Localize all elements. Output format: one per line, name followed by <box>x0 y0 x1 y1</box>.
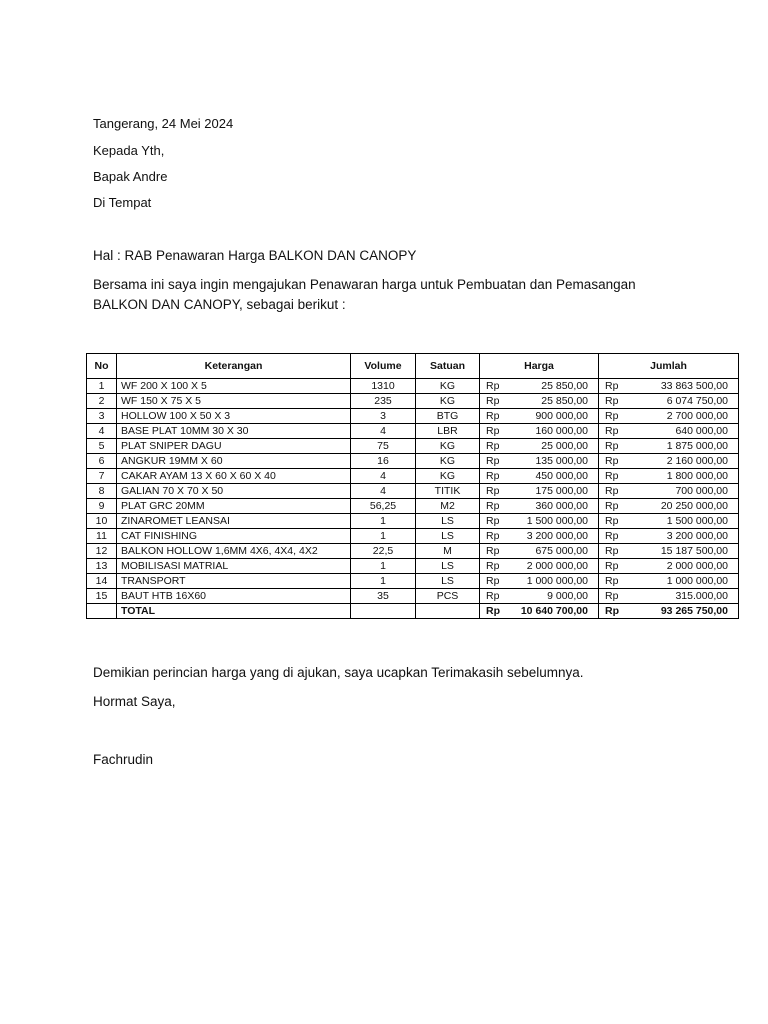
harga-currency: Rp <box>486 530 500 542</box>
cell-keterangan: ZINAROMET LEANSAI <box>117 514 351 529</box>
harga-value: 1 500 000,00 <box>526 515 588 527</box>
jumlah-currency: Rp <box>605 560 619 572</box>
harga-value: 25 850,00 <box>541 395 588 407</box>
cell-keterangan: CAKAR AYAM 13 X 60 X 60 X 40 <box>117 469 351 484</box>
total-no-cell <box>87 604 117 619</box>
harga-currency: Rp <box>486 545 500 557</box>
jumlah-currency: Rp <box>605 410 619 422</box>
table-row <box>87 379 739 394</box>
harga-value: 25 000,00 <box>541 440 588 452</box>
recipient-name: Bapak Andre <box>93 169 168 184</box>
cell-jumlah <box>599 589 739 604</box>
cell-harga <box>480 424 599 439</box>
jumlah-currency: Rp <box>605 440 619 452</box>
column-header-jumlah: Jumlah <box>599 354 739 379</box>
cell-volume: 1 <box>351 559 416 574</box>
table-row <box>87 484 739 499</box>
cell-no: 14 <box>87 574 117 589</box>
cell-no: 11 <box>87 529 117 544</box>
harga-value: 3 200 000,00 <box>526 530 588 542</box>
table-row <box>87 514 739 529</box>
cell-volume: 235 <box>351 394 416 409</box>
harga-currency: Rp <box>486 440 500 452</box>
cell-satuan: TITIK <box>416 484 480 499</box>
cell-volume: 3 <box>351 409 416 424</box>
harga-currency: Rp <box>486 515 500 527</box>
cell-satuan: M <box>416 544 480 559</box>
cell-satuan: LBR <box>416 424 480 439</box>
cell-no: 3 <box>87 409 117 424</box>
table-row <box>87 394 739 409</box>
total-harga-cell <box>480 604 599 619</box>
total-jumlah-currency: Rp <box>605 605 619 617</box>
cell-satuan: KG <box>416 379 480 394</box>
cell-keterangan: GALIAN 70 X 70 X 50 <box>117 484 351 499</box>
cell-keterangan: ANGKUR 19MM X 60 <box>117 454 351 469</box>
jumlah-currency: Rp <box>605 470 619 482</box>
harga-currency: Rp <box>486 485 500 497</box>
cell-satuan: PCS <box>416 589 480 604</box>
harga-currency: Rp <box>486 590 500 602</box>
harga-value: 9 000,00 <box>547 590 588 602</box>
harga-value: 360 000,00 <box>535 500 588 512</box>
cell-no: 8 <box>87 484 117 499</box>
cell-satuan: LS <box>416 559 480 574</box>
total-harga: 10 640 700,00 <box>520 605 588 617</box>
harga-value: 175 000,00 <box>535 485 588 497</box>
jumlah-value: 700 000,00 <box>675 485 728 497</box>
harga-value: 900 000,00 <box>535 410 588 422</box>
cell-jumlah <box>599 394 739 409</box>
cell-volume: 35 <box>351 589 416 604</box>
jumlah-currency: Rp <box>605 395 619 407</box>
cell-keterangan: BALKON HOLLOW 1,6MM 4X6, 4X4, 4X2 <box>117 544 351 559</box>
cell-no: 7 <box>87 469 117 484</box>
table-row <box>87 499 739 514</box>
cell-harga <box>480 439 599 454</box>
cell-harga <box>480 394 599 409</box>
table-row <box>87 424 739 439</box>
cell-harga <box>480 574 599 589</box>
cell-jumlah <box>599 409 739 424</box>
cell-keterangan: PLAT SNIPER DAGU <box>117 439 351 454</box>
table-row <box>87 529 739 544</box>
cell-jumlah <box>599 574 739 589</box>
harga-currency: Rp <box>486 425 500 437</box>
table-row <box>87 409 739 424</box>
signer-name: Fachrudin <box>93 752 154 767</box>
cell-jumlah <box>599 544 739 559</box>
cell-volume: 4 <box>351 484 416 499</box>
jumlah-currency: Rp <box>605 380 619 392</box>
jumlah-currency: Rp <box>605 575 619 587</box>
cell-jumlah <box>599 469 739 484</box>
column-header-harga: Harga <box>480 354 599 379</box>
letter-subject: Hal : RAB Penawaran Harga BALKON DAN CANOPY <box>93 248 417 263</box>
cell-satuan: BTG <box>416 409 480 424</box>
jumlah-value: 1 500 000,00 <box>666 515 728 527</box>
cell-harga <box>480 499 599 514</box>
cell-satuan: KG <box>416 469 480 484</box>
jumlah-value: 1 875 000,00 <box>666 440 728 452</box>
jumlah-value: 2 700 000,00 <box>666 410 728 422</box>
total-label: TOTAL <box>117 604 351 619</box>
cell-keterangan: PLAT GRC 20MM <box>117 499 351 514</box>
cell-no: 1 <box>87 379 117 394</box>
cell-jumlah <box>599 439 739 454</box>
column-header-volume: Volume <box>351 354 416 379</box>
harga-value: 135 000,00 <box>535 455 588 467</box>
table-row <box>87 439 739 454</box>
cell-no: 5 <box>87 439 117 454</box>
table-row <box>87 574 739 589</box>
harga-value: 25 850,00 <box>541 380 588 392</box>
cell-jumlah <box>599 529 739 544</box>
cell-volume: 1310 <box>351 379 416 394</box>
total-volume-cell <box>351 604 416 619</box>
cell-volume: 16 <box>351 454 416 469</box>
cell-keterangan: CAT FINISHING <box>117 529 351 544</box>
total-jumlah-cell <box>599 604 739 619</box>
jumlah-currency: Rp <box>605 590 619 602</box>
intro-line-1: Bersama ini saya ingin mengajukan Penawaran harga untuk Pembuatan dan Pemasangan <box>93 277 636 292</box>
cell-satuan: LS <box>416 574 480 589</box>
table-body <box>87 379 739 604</box>
jumlah-value: 6 074 750,00 <box>666 395 728 407</box>
harga-currency: Rp <box>486 395 500 407</box>
table-row <box>87 544 739 559</box>
table-header-row <box>87 354 739 379</box>
harga-value: 160 000,00 <box>535 425 588 437</box>
jumlah-value: 3 200 000,00 <box>666 530 728 542</box>
cell-volume: 1 <box>351 514 416 529</box>
column-header-no: No <box>87 354 117 379</box>
harga-currency: Rp <box>486 470 500 482</box>
cell-keterangan: TRANSPORT <box>117 574 351 589</box>
harga-value: 675 000,00 <box>535 545 588 557</box>
jumlah-value: 33 863 500,00 <box>660 380 728 392</box>
cell-satuan: KG <box>416 439 480 454</box>
regards: Hormat Saya, <box>93 694 176 709</box>
price-table <box>86 353 739 619</box>
cell-jumlah <box>599 454 739 469</box>
cell-keterangan: BAUT HTB 16X60 <box>117 589 351 604</box>
harga-currency: Rp <box>486 500 500 512</box>
harga-currency: Rp <box>486 560 500 572</box>
cell-volume: 4 <box>351 424 416 439</box>
total-satuan-cell <box>416 604 480 619</box>
harga-currency: Rp <box>486 410 500 422</box>
cell-keterangan: HOLLOW 100 X 50 X 3 <box>117 409 351 424</box>
cell-jumlah <box>599 499 739 514</box>
table-row <box>87 589 739 604</box>
jumlah-currency: Rp <box>605 485 619 497</box>
cell-no: 12 <box>87 544 117 559</box>
cell-satuan: KG <box>416 454 480 469</box>
cell-harga <box>480 454 599 469</box>
cell-harga <box>480 529 599 544</box>
jumlah-value: 2 000 000,00 <box>666 560 728 572</box>
total-row <box>87 604 739 619</box>
cell-harga <box>480 559 599 574</box>
cell-harga <box>480 484 599 499</box>
cell-satuan: M2 <box>416 499 480 514</box>
cell-no: 9 <box>87 499 117 514</box>
harga-currency: Rp <box>486 455 500 467</box>
cell-volume: 22,5 <box>351 544 416 559</box>
closing-sentence: Demikian perincian harga yang di ajukan, saya ucapkan Terimakasih sebelumnya. <box>93 665 584 680</box>
cell-keterangan: WF 200 X 100 X 5 <box>117 379 351 394</box>
harga-currency: Rp <box>486 575 500 587</box>
cell-no: 15 <box>87 589 117 604</box>
cell-volume: 1 <box>351 529 416 544</box>
column-header-satuan: Satuan <box>416 354 480 379</box>
jumlah-value: 2 160 000,00 <box>666 455 728 467</box>
cell-volume: 75 <box>351 439 416 454</box>
cell-satuan: LS <box>416 514 480 529</box>
jumlah-value: 20 250 000,00 <box>660 500 728 512</box>
salutation: Kepada Yth, <box>93 143 165 158</box>
cell-harga <box>480 379 599 394</box>
place-date: Tangerang, 24 Mei 2024 <box>93 116 234 131</box>
cell-jumlah <box>599 484 739 499</box>
cell-no: 6 <box>87 454 117 469</box>
cell-volume: 1 <box>351 574 416 589</box>
intro-line-2: BALKON DAN CANOPY, sebagai berikut : <box>93 297 346 312</box>
jumlah-currency: Rp <box>605 515 619 527</box>
harga-value: 1 000 000,00 <box>526 575 588 587</box>
cell-keterangan: WF 150 X 75 X 5 <box>117 394 351 409</box>
harga-currency: Rp <box>486 380 500 392</box>
cell-satuan: LS <box>416 529 480 544</box>
table-row <box>87 454 739 469</box>
jumlah-currency: Rp <box>605 455 619 467</box>
cell-harga <box>480 409 599 424</box>
cell-jumlah <box>599 424 739 439</box>
jumlah-value: 15 187 500,00 <box>660 545 728 557</box>
harga-value: 450 000,00 <box>535 470 588 482</box>
jumlah-value: 640 000,00 <box>675 425 728 437</box>
cell-no: 2 <box>87 394 117 409</box>
cell-jumlah <box>599 514 739 529</box>
cell-harga <box>480 589 599 604</box>
jumlah-currency: Rp <box>605 545 619 557</box>
cell-volume: 4 <box>351 469 416 484</box>
cell-no: 10 <box>87 514 117 529</box>
cell-satuan: KG <box>416 394 480 409</box>
cell-harga <box>480 514 599 529</box>
table-row <box>87 469 739 484</box>
cell-jumlah <box>599 559 739 574</box>
total-harga-currency: Rp <box>486 605 500 617</box>
jumlah-value: 1 800 000,00 <box>666 470 728 482</box>
jumlah-currency: Rp <box>605 530 619 542</box>
jumlah-value: 315.000,00 <box>675 590 728 602</box>
cell-harga <box>480 469 599 484</box>
recipient-location: Di Tempat <box>93 195 152 210</box>
jumlah-currency: Rp <box>605 500 619 512</box>
cell-keterangan: BASE PLAT 10MM 30 X 30 <box>117 424 351 439</box>
cell-no: 13 <box>87 559 117 574</box>
harga-value: 2 000 000,00 <box>526 560 588 572</box>
total-jumlah: 93 265 750,00 <box>660 605 728 617</box>
column-header-keterangan: Keterangan <box>117 354 351 379</box>
cell-keterangan: MOBILISASI MATRIAL <box>117 559 351 574</box>
jumlah-currency: Rp <box>605 425 619 437</box>
jumlah-value: 1 000 000,00 <box>666 575 728 587</box>
cell-volume: 56,25 <box>351 499 416 514</box>
cell-harga <box>480 544 599 559</box>
cell-no: 4 <box>87 424 117 439</box>
table-row <box>87 559 739 574</box>
cell-jumlah <box>599 379 739 394</box>
